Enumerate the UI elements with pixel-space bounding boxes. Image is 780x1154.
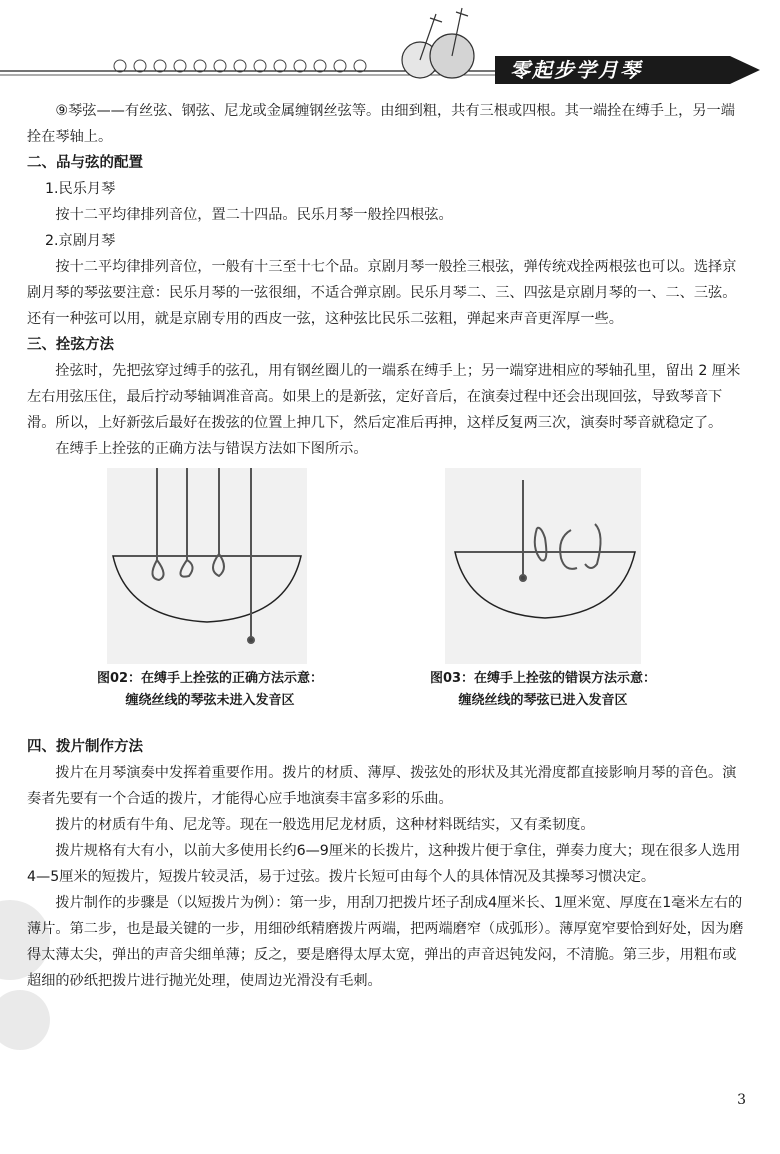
section3-paragraph2: 在缚手上拴弦的正确方法与错误方法如下图所示。 [55,441,368,457]
figure-03 [445,468,641,668]
section2-heading: 二、品与弦的配置 [27,154,143,171]
item9-paragraph: ⑨琴弦——有丝弦、钢弦、尼龙或金属缠钢丝弦等。由细到粗，共有三根或四根。其一端拴在缚手上，另一端拴在琴轴上。 [27,103,735,145]
series-title: 零起步学月琴 [510,58,642,82]
figure-02-caption [75,668,345,712]
page-number: 3 [737,1092,746,1108]
section4-paragraph1: 拨片在月琴演奏中发挥着重要作用。拨片的材质、薄厚、拨弦处的形状及其光滑度都直接影响月琴的音色。演奏者先要有一个合适的拨片，才能得心应手地演奏丰富多彩的乐曲。 [27,765,737,807]
figure-03-caption-line2: 缠绕丝线的琴弦已进入发音区 [458,693,628,708]
page-header [0,0,780,90]
figure-02-caption-line2: 缠绕丝线的琴弦未进入发音区 [125,693,295,708]
section4-paragraph2: 拨片的材质有牛角、尼龙等。现在一般选用尼龙材质，这种材料既结实，又有柔韧度。 [55,817,595,833]
figure-03-caption-line1: 图03：在缚手上拴弦的错误方法示意： [429,671,657,686]
section4-paragraph3: 拨片规格有大有小，以前大多使用长约6—9厘米的长拨片，这种拨片便于拿住，弹奏力度大；现在很多人选用4—5厘米的短拨片，短拨片较灵活，易于过弦。拨片长短可由每个人的具体情况及其操琴习惯决定。 [27,843,741,885]
section2-sub2-title: 2.京剧月琴 [45,233,116,249]
figure-03-illustration [445,468,641,664]
section2-sub2-text: 按十二平均律排列音位，一般有十三至十七个品。京剧月琴一般拴三根弦，弹传统戏拴两根弦也可以。选择京剧月琴的琴弦要注意：民乐月琴的一弦很细，不适合弹京剧。民乐月琴二、三、四弦是京剧月琴的一、二、三弦。还有一种弦可以用，就是京剧专用的西皮一弦，这种弦比民乐二弦粗，弹起来声音更浑厚一些。 [27,259,737,327]
section4-paragraph4: 拨片制作的步骤是（以短拨片为例）：第一步，用刮刀把拨片坯子刮成4厘米长、1厘米宽、厚度在1毫米左右的薄片。第二步，也是最关键的一步，用细砂纸精磨拨片两端，把两端磨窄（成弧形）。薄厚宽窄要恰到好处，因为磨得太薄太尖，弹出的声音尖细单薄；反之，要是磨得太厚太宽，弹出的声音迟钝发闷，不清脆。第三步，用粗布或超细的砂纸把拨片进行抛光处理，使周边光滑没有毛刺。 [27,895,744,989]
figures-row [27,468,745,730]
section3-heading: 三、拴弦方法 [27,336,114,353]
section4-heading: 四、拨片制作方法 [27,738,143,755]
yueqin-illustration [402,8,474,78]
page-body [27,98,745,994]
section3-paragraph1: 拴弦时，先把弦穿过缚手的弦孔，用有钢丝圈儿的一端系在缚手上；另一端穿进相应的琴轴孔里，留出 2 厘米左右用弦压住，最后拧动琴轴调准音高。如果上的是新弦，定好音后，在演奏过程中还会出现回弦，导致琴音下滑。所以，上好新弦后最好在拨弦的位置上抻几下，然后定准后再抻，这样反复两三次，演奏时琴音就稳定了。 [27,363,741,431]
figure-02-illustration [107,468,307,664]
figure-02-caption-line1: 图02：在缚手上拴弦的正确方法示意： [96,671,324,686]
figure-02 [107,468,307,668]
section2-sub1-text: 按十二平均律排列音位，置二十四品。民乐月琴一般拴四根弦。 [55,207,453,223]
figure-03-caption [405,668,681,712]
section2-sub1-title: 1.民乐月琴 [45,181,116,197]
